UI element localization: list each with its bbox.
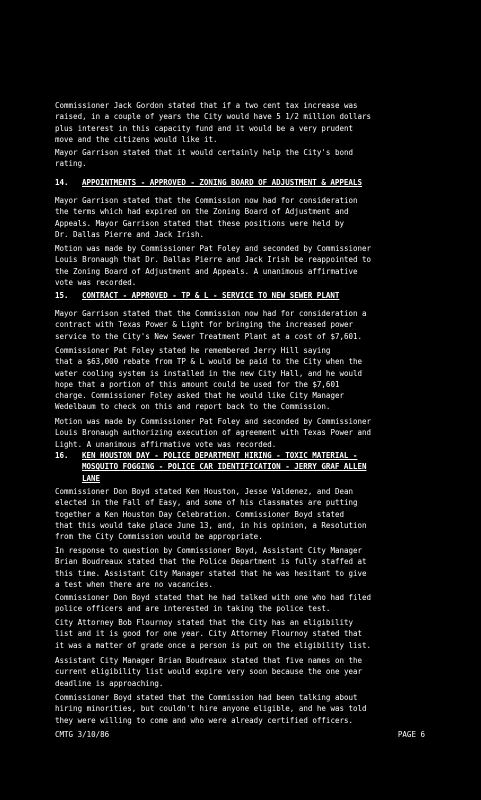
paragraph-tpl-motion: Motion was made by Commissioner Pat Foley and seconded by Commissioner Louis Bronaugh authorizing execution of agreement with Texas Power and Light. A unanimous affirmative vote was recorded. [55,417,372,449]
page-footer [55,729,425,740]
section-number: 14. [55,178,69,187]
paragraph-police-staffing: In response to question by Commissioner Boyd, Assistant City Manager Brian Boudreaux stated that the Police Department is fully staffed at this time. Assistant City Manager stated that he was hesitant to give a test when there are no vacancies. [55,546,367,589]
paragraph-zoning-terms: Mayor Garrison stated that the Commission now had for consideration the terms which had expired on the Zoning Board of Adjustment and Appeals. Mayor Garrison stated that these positions were held by Dr. Dallas Pierre and Jack Irish. [55,196,358,239]
paragraph-foley-rebate: Commissioner Pat Foley stated he remembered Jerry Hill saying that a $63,000 rebate from TP & L would be paid to the City when the water cooling system is installed in the new City Hall, and he would hope that a portion of this amount could be used for the $7,601 charge. Commissioner Foley asked that he would like City Manager Wedelbaum to check on this and report back to the Commission. [55,346,363,412]
section-heading-16 [55,450,445,484]
paragraph-list-expiring: Assistant City Manager Brian Boudreaux stated that five names on the current eligibility list would expire very soon because the one year deadline is approaching. [55,656,363,688]
paragraph-police-test: Commissioner Don Boyd stated that he had talked with one who had filed police officers and are interested in taking the police test. [55,593,372,614]
paragraph-zoning-motion: Motion was made by Commissioner Pat Foley and seconded by Commissioner Louis Bronaugh that Dr. Dallas Pierre and Jack Irish be reappointed to the Zoning Board of Adjustment and Appeals. A unanimous affirmative vote was recorded. [55,244,372,287]
paragraph-bond-rating: Mayor Garrison stated that it would certainly help the City's bond rating. [55,148,354,169]
paragraph-gordon-tax: Commissioner Jack Gordon stated that if a two cent tax increase was raised, in a couple of years the City would have 5 1/2 million dollars plus interest in this capacity fund and it would be a very prudent move and the citizens would like it. [55,101,372,144]
paragraph-tpl-contract: Mayor Garrison stated that the Commission now had for consideration a contract with Texas Power & Light for bringing the increased power service to the City's New Sewer Treatment Plant at a cost of $7,601. [55,309,367,341]
section-title: APPOINTMENTS - APPROVED - ZONING BOARD OF ADJUSTMENT & APPEALS [82,178,362,187]
footer-meeting-date: CMTG 3/10/86 [55,730,110,739]
footer-page-number: PAGE 6 [397,730,425,739]
paragraph-houston-day: Commissioner Don Boyd stated Ken Houston, Jesse Valdenez, and Dean elected in the Fall of Easy, and some of his classmates are putting together a Ken Houston Day Celebration. Commissioner Boyd stated that this would take place June 13, and, in his opinion, a Resolution from the City Commission would be appropriate. [55,487,367,542]
paragraph-eligibility-list: City Attorney Bob Flournoy stated that the City has an eligibility list and it is good for one year. City Attorney Flournoy stated that it was a matter of grade once a person is put on the eligibility list. [55,618,372,650]
section-number: 15. [55,291,69,300]
section-heading-14 [55,177,445,188]
section-number: 16. [55,451,69,460]
section-heading-15 [55,290,445,301]
paragraph-minority-hiring: Commissioner Boyd stated that the Commission had been talking about hiring minorities, but couldn't hire anyone eligible, and he was told they were willing to come and who were already certified officers. [55,693,367,725]
section-title: KEN HOUSTON DAY - POLICE DEPARTMENT HIRING - TOXIC MATERIAL - MOSQUITO FOGGING - POLICE CAR IDENTIFICATION - JERRY GRAF ALLEN LANE [82,451,367,483]
section-title: CONTRACT - APPROVED - TP & L - SERVICE TO NEW SEWER PLANT [82,291,340,300]
